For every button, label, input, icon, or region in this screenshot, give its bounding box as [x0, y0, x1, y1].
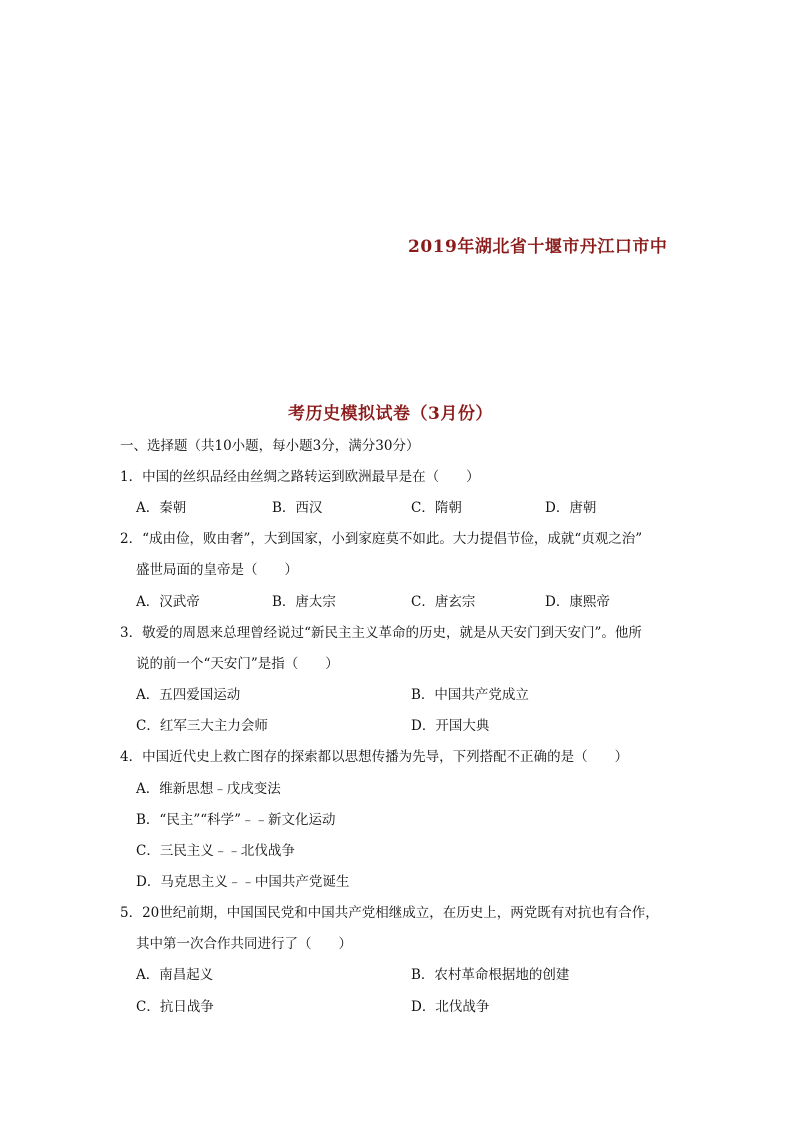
exam-title-line2: 考历史模拟试卷（3月份）	[288, 404, 493, 424]
question-4-stem-line-1: 4．中国近代史上救亡图存的探索都以思想传播为先导，下列搭配不正确的是（ ）	[120, 749, 629, 765]
section-heading: 一、选择题（共10小题，每小题3分，满分30分）	[120, 438, 420, 454]
question-4-option-d: D．马克思主义﹣﹣中国共产党诞生	[136, 874, 350, 890]
question-2-stem-line-2: 盛世局面的皇帝是（ ）	[136, 562, 298, 578]
question-4-option-c: C．三民主义﹣﹣北伐战争	[136, 843, 295, 859]
question-4-option-a: A．维新思想﹣戊戌变法	[136, 781, 281, 797]
question-2-stem-line-1: 2．“成由俭，败由奢”，大到国家，小到家庭莫不如此。大力提倡节俭，成就“贞观之治”	[120, 531, 643, 547]
question-5-option-c: C．抗日战争	[136, 999, 214, 1015]
question-5-stem-line-1: 5．20世纪前期，中国国民党和中国共产党相继成立，在历史上，两党既有对抗也有合作，	[120, 905, 659, 921]
question-2-option-a: A．汉武帝	[136, 594, 200, 610]
question-1-option-b: B．西汉	[272, 500, 323, 516]
question-5-option-a: A．南昌起义	[136, 967, 214, 983]
question-1-option-c: C．隋朝	[411, 500, 462, 516]
exam-title-line1: 2019年湖北省十堰市丹江口市中	[408, 237, 668, 257]
question-4-option-b: B．“民主”“科学”﹣﹣新文化运动	[136, 812, 336, 828]
question-1-option-a: A．秦朝	[136, 500, 187, 516]
question-3-option-a: A．五四爱国运动	[136, 687, 241, 703]
question-5-stem-line-2: 其中第一次合作共同进行了（ ）	[136, 936, 352, 952]
question-3-stem-line-1: 3．敬爱的周恩来总理曾经说过“新民主主义革命的历史，就是从天安门到天安门”。他所	[120, 625, 642, 641]
question-1-option-d: D．唐朝	[545, 500, 597, 516]
question-5-option-d: D．北伐战争	[411, 999, 490, 1015]
question-3-option-c: C．红军三大主力会师	[136, 718, 268, 734]
question-2-option-d: D．康熙帝	[545, 594, 610, 610]
question-3-option-b: B．中国共产党成立	[411, 687, 529, 703]
question-3-option-d: D．开国大典	[411, 718, 490, 734]
question-5-option-b: B．农村革命根据地的创建	[411, 967, 570, 983]
question-1-stem-line-1: 1．中国的丝织品经由丝绸之路转运到欧洲最早是在（ ）	[120, 469, 480, 485]
question-2-option-c: C．唐玄宗	[411, 594, 476, 610]
question-3-stem-line-2: 说的前一个“天安门”是指（ ）	[136, 656, 339, 672]
question-2-option-b: B．唐太宗	[272, 594, 336, 610]
